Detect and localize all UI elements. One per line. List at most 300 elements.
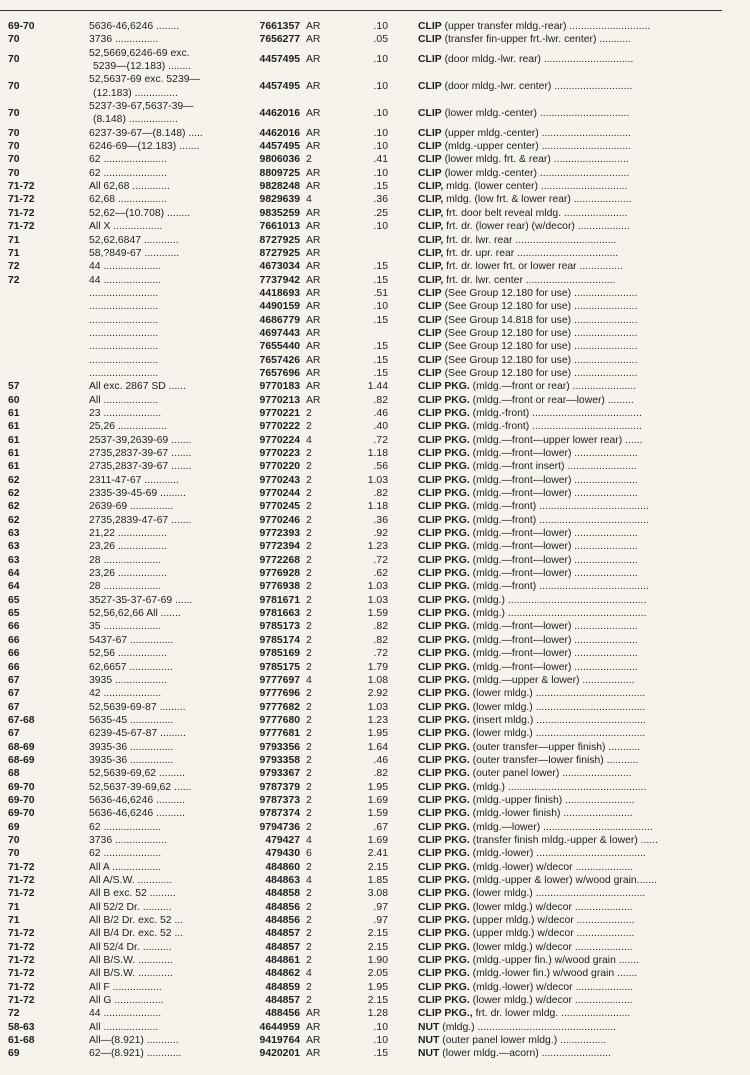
part-number: 9770220 (259, 461, 300, 473)
part-number: 4686779 (259, 314, 300, 326)
description-cell (418, 580, 723, 593)
year-cell: 71-72 (8, 981, 35, 993)
description-cell (418, 674, 723, 687)
model-text: 23,26 ................. (89, 568, 167, 580)
part-name: CLIP PKG. (418, 714, 470, 726)
year-cell: 62 (8, 488, 20, 500)
year-cell: 66 (8, 648, 20, 660)
part-number: 9785175 (259, 661, 300, 673)
quantity: 2 (306, 528, 312, 540)
table-row (0, 607, 750, 620)
model-cell (89, 100, 239, 127)
part-description: (mldg.—front—upper lower rear) ...... (472, 434, 643, 446)
part-description: frt. dr. lower frt. or lower rear ............... (446, 261, 623, 273)
quantity: 4 (306, 434, 312, 446)
model-text: (8.148) ................. (93, 114, 178, 126)
description-cell (418, 340, 723, 353)
part-name: CLIP PKG. (418, 434, 470, 446)
model-cell (89, 661, 239, 674)
quantity: 2 (306, 941, 312, 953)
description-cell (418, 661, 723, 674)
model-cell (89, 754, 239, 767)
part-name: CLIP PKG. (418, 528, 470, 540)
year-cell: 67 (8, 688, 20, 700)
part-number: 9770244 (259, 488, 300, 500)
quantity: 2 (306, 154, 312, 166)
part-description: (door mldg.-lwr. rear) ............................... (444, 54, 634, 66)
table-row (0, 260, 750, 273)
part-name: CLIP PKG. (418, 541, 470, 553)
model-cell (89, 500, 239, 513)
model-cell (89, 73, 239, 100)
model-cell (89, 327, 239, 340)
part-number: 9770183 (259, 381, 300, 393)
description-cell (418, 994, 723, 1007)
year-cell: 71-72 (8, 941, 35, 953)
part-name: CLIP PKG. (418, 981, 470, 993)
part-number: 9772268 (259, 554, 300, 566)
price: .72 (373, 554, 388, 566)
description-cell (418, 967, 723, 980)
year-cell: 69 (8, 1048, 20, 1060)
description-cell (418, 287, 723, 300)
table-row (0, 73, 750, 100)
model-text: 28 .................... (89, 581, 162, 593)
part-description: (See Group 12.180 for use) ...................... (444, 354, 638, 366)
part-name: CLIP PKG. (418, 608, 470, 620)
quantity: 2 (306, 488, 312, 500)
part-name: CLIP, (418, 207, 444, 219)
price: 2.05 (367, 968, 388, 980)
part-description: (See Group 12.180 for use) ...................... (444, 327, 638, 339)
part-number: 9785174 (259, 634, 300, 646)
part-description: (outer panel lower) ........................ (472, 768, 632, 780)
model-cell (89, 954, 239, 967)
description-cell (418, 167, 723, 180)
model-cell (89, 193, 239, 206)
description-cell (418, 434, 723, 447)
part-number: 4462016 (259, 107, 300, 119)
quantity: AR (306, 141, 321, 153)
part-number: 9794736 (259, 821, 300, 833)
table-row (0, 554, 750, 567)
part-name: CLIP PKG. (418, 728, 470, 740)
model-cell (89, 247, 239, 260)
table-row (0, 180, 750, 193)
part-description: (outer transfer—upper finish) ........... (472, 741, 641, 753)
model-text: All A/S.W. ............ (89, 875, 173, 886)
quantity: 2 (306, 421, 312, 433)
model-text: 6239-45-67-87 ......... (89, 728, 187, 740)
price: 1.44 (367, 381, 388, 393)
part-number: 488456 (265, 1008, 300, 1020)
description-cell (418, 420, 723, 433)
description-cell (418, 527, 723, 540)
part-name: CLIP PKG. (418, 488, 470, 500)
model-text: All F ................. (89, 981, 162, 993)
price: .15 (373, 354, 388, 366)
price: 1.23 (367, 714, 388, 726)
model-cell (89, 927, 239, 940)
description-cell (418, 647, 723, 660)
quantity: 2 (306, 981, 312, 993)
model-cell (89, 714, 239, 727)
model-text: 2735,2839-47-67 ....... (89, 514, 192, 526)
quantity: AR (306, 1035, 321, 1047)
part-name: CLIP PKG. (418, 661, 470, 673)
quantity: 2 (306, 501, 312, 513)
part-description: (mldg.—front—lower) ...................... (472, 528, 638, 540)
model-text: All B/S.W. ............ (89, 955, 173, 967)
description-cell (418, 634, 723, 647)
table-row (0, 834, 750, 847)
table-row (0, 340, 750, 353)
description-cell (418, 327, 723, 340)
price: .15 (373, 274, 388, 286)
table-row (0, 167, 750, 180)
part-description: (mldg.—front—lower) ...................... (472, 474, 638, 486)
model-text: 2311-47-67 ............ (89, 474, 179, 486)
part-name: CLIP PKG. (418, 995, 470, 1007)
part-description: (See Group 14.818 for use) ...................... (444, 314, 638, 326)
year-cell: 72 (8, 261, 20, 273)
price: 1.03 (367, 594, 388, 606)
part-description: (mldg.) ................................................ (472, 781, 647, 793)
year-cell: 70 (8, 834, 20, 846)
part-name: CLIP PKG. (418, 821, 470, 833)
quantity: AR (306, 354, 321, 366)
quantity: 2 (306, 688, 312, 700)
quantity: 2 (306, 568, 312, 580)
part-name: CLIP PKG. (418, 688, 470, 700)
year-cell: 61 (8, 434, 20, 446)
description-cell (418, 234, 723, 247)
part-name: CLIP (418, 287, 442, 299)
year-cell: 68-69 (8, 741, 35, 753)
part-description: (lower mldg.) w/decor .................... (472, 995, 633, 1007)
description-cell (418, 207, 723, 220)
year-cell: 60 (8, 394, 20, 406)
quantity: AR (306, 1021, 321, 1033)
price: 1.69 (367, 794, 388, 806)
table-row (0, 1021, 750, 1034)
part-name: CLIP PKG. (418, 768, 470, 780)
table-row (0, 434, 750, 447)
description-cell (418, 487, 723, 500)
quantity: 2 (306, 794, 312, 806)
part-name: CLIP PKG. (418, 875, 470, 886)
part-number: 9770245 (259, 501, 300, 513)
year-cell: 69-70 (8, 781, 35, 793)
model-text: All exc. 2867 SD ...... (89, 381, 187, 393)
quantity: 2 (306, 407, 312, 419)
part-number: 479427 (265, 834, 300, 846)
quantity: 2 (306, 928, 312, 940)
model-text: 42 .................... (89, 688, 162, 700)
year-cell: 70 (8, 848, 20, 860)
model-cell (89, 420, 239, 433)
part-description: (mldg.—front—lower) ...................... (472, 648, 638, 660)
part-name: CLIP PKG. (418, 834, 470, 846)
year-cell: 71-72 (8, 207, 35, 219)
model-text: 5636-46,6246 .......... (89, 808, 185, 820)
model-cell (89, 981, 239, 994)
description-cell (418, 107, 723, 120)
model-text: 52,5639-69,62 ......... (89, 768, 185, 780)
table-row (0, 527, 750, 540)
part-number: 484857 (265, 941, 300, 953)
part-number: 9793358 (259, 754, 300, 766)
model-text: ........................ (89, 287, 159, 299)
part-description: (mldg.) ................................................ (472, 594, 647, 606)
part-name: NUT (418, 1021, 440, 1033)
price: .10 (373, 221, 388, 233)
description-cell (418, 314, 723, 327)
price: .97 (373, 901, 388, 913)
model-text: 44 .................... (89, 274, 162, 286)
price: .82 (373, 621, 388, 633)
quantity: 2 (306, 714, 312, 726)
year-cell: 70 (8, 107, 20, 119)
description-cell (418, 1034, 723, 1047)
model-text: All ................... (89, 1021, 159, 1033)
part-name: CLIP PKG. (418, 928, 470, 940)
model-cell (89, 260, 239, 273)
model-text: All 52/4 Dr. .......... (89, 941, 172, 953)
year-cell: 67 (8, 674, 20, 686)
table-row (0, 821, 750, 834)
model-cell (89, 514, 239, 527)
model-text: All 52/2 Dr. .......... (89, 901, 172, 913)
quantity: 2 (306, 728, 312, 740)
part-description: (upper mldg.) w/decor .................... (472, 915, 635, 927)
description-cell (418, 367, 723, 380)
part-description: (door mldg.-lwr. center) ........................... (444, 81, 633, 93)
description-cell (418, 33, 723, 46)
part-name: CLIP, (418, 247, 444, 259)
part-name: CLIP (418, 314, 442, 326)
year-cell: 65 (8, 594, 20, 606)
price: 1.95 (367, 781, 388, 793)
description-cell (418, 754, 723, 767)
quantity: 2 (306, 821, 312, 833)
model-text: 5437-67 ............... (89, 634, 174, 646)
quantity: AR (306, 367, 321, 379)
model-text: 28 .................... (89, 554, 162, 566)
part-number: 9770243 (259, 474, 300, 486)
part-description: frt. dr. lwr. center ............................... (446, 274, 616, 286)
part-description: (lower mldg.) ...................................... (472, 688, 646, 700)
table-row (0, 794, 750, 807)
model-cell (89, 314, 239, 327)
description-cell (418, 941, 723, 954)
year-cell: 70 (8, 54, 20, 66)
model-text: All B/2 Dr. exc. 52 ... (89, 915, 184, 927)
model-cell (89, 594, 239, 607)
quantity: 2 (306, 648, 312, 660)
model-cell (89, 354, 239, 367)
year-cell: 71-72 (8, 888, 35, 900)
description-cell (418, 80, 723, 93)
part-description: (See Group 12.180 for use) ...................... (444, 287, 638, 299)
table-row (0, 420, 750, 433)
part-number: 484857 (265, 928, 300, 940)
description-cell (418, 354, 723, 367)
year-cell: 61-68 (8, 1035, 35, 1047)
table-row (0, 807, 750, 820)
part-description: (mldg.—front—lower) ...................... (472, 568, 638, 580)
table-row (0, 153, 750, 166)
part-number: 9777680 (259, 714, 300, 726)
part-number: 9777697 (259, 674, 300, 686)
model-cell (89, 460, 239, 473)
year-cell: 71-72 (8, 875, 35, 886)
part-number: 4490159 (259, 301, 300, 313)
model-cell (89, 234, 239, 247)
year-cell: 66 (8, 621, 20, 633)
year-cell: 71 (8, 247, 20, 259)
table-row (0, 847, 750, 860)
year-cell: 70 (8, 81, 20, 93)
part-number: 9785169 (259, 648, 300, 660)
part-number: 4457495 (259, 54, 300, 66)
table-row (0, 514, 750, 527)
quantity: 2 (306, 701, 312, 713)
description-cell (418, 220, 723, 233)
price: 2.15 (367, 861, 388, 873)
price: .36 (373, 194, 388, 206)
part-name: CLIP PKG. (418, 648, 470, 660)
part-number: 484856 (265, 901, 300, 913)
quantity: 2 (306, 461, 312, 473)
model-text: 62,6657 ............... (89, 661, 173, 673)
model-cell (89, 887, 239, 900)
table-row (0, 927, 750, 940)
year-cell: 71 (8, 901, 20, 913)
table-row (0, 567, 750, 580)
part-description: (See Group 12.180 for use) ...................... (444, 341, 638, 353)
description-cell (418, 701, 723, 714)
quantity: 2 (306, 915, 312, 927)
year-cell: 71 (8, 915, 20, 927)
part-description: (mldg.—upper & lower) .................. (472, 674, 635, 686)
part-description: mldg. (low frt. & lower rear) .................... (446, 194, 632, 206)
table-row (0, 634, 750, 647)
table-row (0, 207, 750, 220)
year-cell: 69-70 (8, 808, 35, 820)
model-text: ........................ (89, 327, 159, 339)
part-name: CLIP (418, 167, 442, 179)
model-text: 3935-36 ............... (89, 741, 174, 753)
part-number: 4418693 (259, 287, 300, 299)
model-cell (89, 701, 239, 714)
model-text: 3527-35-37-67-69 ...... (89, 594, 193, 606)
description-cell (418, 861, 723, 874)
part-number: 4457495 (259, 141, 300, 153)
part-number: 9828248 (259, 181, 300, 193)
part-name: CLIP (418, 54, 442, 66)
price: 2.41 (367, 848, 388, 860)
model-cell (89, 794, 239, 807)
model-text: 62—(8.921) ............ (89, 1048, 182, 1060)
table-row (0, 781, 750, 794)
year-cell: 69 (8, 821, 20, 833)
model-text: 2639-69 ............... (89, 501, 174, 513)
description-cell (418, 247, 723, 260)
part-number: 4457495 (259, 81, 300, 93)
price: 1.18 (367, 501, 388, 513)
model-text: All B exc. 52 ......... (89, 888, 176, 900)
description-cell (418, 714, 723, 727)
year-cell: 61 (8, 461, 20, 473)
table-row (0, 1007, 750, 1020)
year-cell: 64 (8, 568, 20, 580)
model-text: 52,5639-69-87 ......... (89, 701, 186, 713)
model-cell (89, 153, 239, 166)
price: .10 (373, 167, 388, 179)
part-name: CLIP PKG. (418, 568, 470, 580)
part-description: (mldg.-front) ...................................... (472, 407, 642, 419)
part-number: 9776928 (259, 568, 300, 580)
part-description: frt. dr. lower mldg. ........................ (475, 1008, 631, 1020)
table-row (0, 701, 750, 714)
quantity: 2 (306, 861, 312, 873)
part-description: (upper transfer mldg.-rear) ............................ (444, 21, 651, 32)
model-cell (89, 394, 239, 407)
part-number: 9787373 (259, 794, 300, 806)
part-name: CLIP PKG. (418, 808, 470, 820)
model-text: All B/4 Dr. exc. 52 ... (89, 928, 184, 940)
part-name: CLIP PKG. (418, 514, 470, 526)
model-text: All ................... (89, 394, 159, 406)
quantity: 4 (306, 875, 312, 886)
part-number: 9770213 (259, 394, 300, 406)
model-text: 62 ...................... (89, 154, 167, 166)
part-number: 9835259 (259, 207, 300, 219)
table-row (0, 994, 750, 1007)
model-cell (89, 340, 239, 353)
model-text: 52,5637-69 exc. 5239— (89, 74, 200, 86)
part-number: 8809725 (259, 167, 300, 179)
price: .15 (373, 1048, 388, 1060)
part-name: CLIP PKG. (418, 554, 470, 566)
part-number: 484862 (265, 968, 300, 980)
table-row (0, 954, 750, 967)
year-cell: 62 (8, 474, 20, 486)
part-number: 9777696 (259, 688, 300, 700)
year-cell: 63 (8, 528, 20, 540)
quantity: AR (306, 181, 321, 193)
description-cell (418, 1007, 723, 1020)
price: 1.03 (367, 474, 388, 486)
part-number: 484857 (265, 995, 300, 1007)
part-number: 4673034 (259, 261, 300, 273)
year-cell: 71-72 (8, 955, 35, 967)
part-name: CLIP (418, 34, 442, 46)
part-description: (outer transfer—lower finish) ........... (472, 754, 639, 766)
part-number: 7661357 (259, 21, 300, 32)
price: .10 (373, 21, 388, 32)
year-cell: 66 (8, 661, 20, 673)
model-text: All 62,68 ............. (89, 181, 170, 193)
year-cell: 70 (8, 34, 20, 46)
part-description: (transfer finish mldg.-upper & lower) ...... (472, 834, 659, 846)
model-text: 23 .................... (89, 407, 162, 419)
price: 1.79 (367, 661, 388, 673)
price: .82 (373, 768, 388, 780)
description-cell (418, 620, 723, 633)
part-name: CLIP PKG. (418, 621, 470, 633)
